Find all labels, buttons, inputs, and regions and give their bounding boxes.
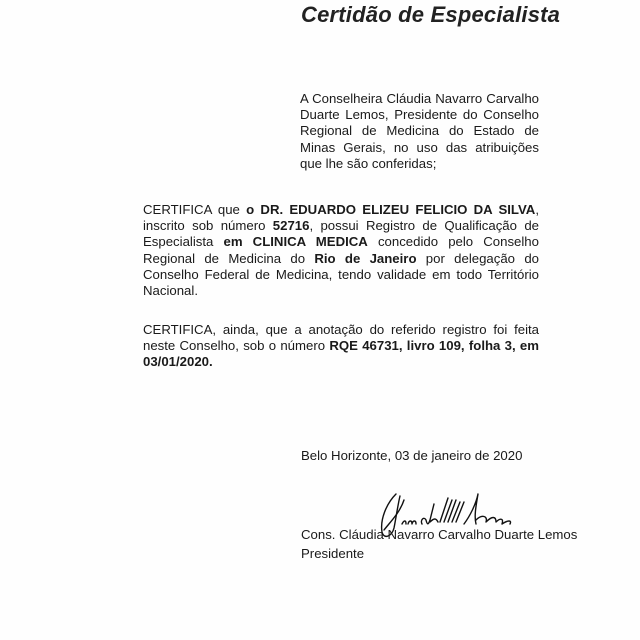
state: Rio de Janeiro [314, 250, 417, 266]
registration-number: 52716 [272, 218, 310, 234]
cert2-lead: CERTIFICA, ainda, que a anotação do referido registro foi feita neste Conselho, sob o número [143, 322, 539, 354]
rqe-details: RQE 46731, livro 109, folha 3, em 03/01/2020. [143, 338, 539, 370]
specialty: em CLINICA MEDICA [223, 234, 368, 250]
doctor-name: o DR. EDUARDO ELIZEU FELICIO DA SILVA [246, 202, 536, 217]
cert1-text-4: concedido pelo Conselho Regional de Medicina do [143, 234, 539, 266]
cert1-text-2: , inscrito sob número [143, 202, 540, 234]
signer-name: Cons. Cláudia Navarro Carvalho Duarte Lemos [301, 527, 578, 542]
cert1-text-3: , possui Registro de Qualificação de Especialista [143, 218, 539, 250]
cert1-lead: CERTIFICA que [143, 202, 247, 217]
certification-paragraph-1 [143, 202, 539, 299]
signer-role: Presidente [301, 546, 365, 561]
document-title: Certidão de Especialista [301, 2, 561, 27]
intro-paragraph: A Conselheira Cláudia Navarro Carvalho Duarte Lemos, Presidente do Conselho Regional de Medicina do Estado de Minas Gerais, no uso das atribuições que lhe são conferidas; [300, 91, 539, 171]
cert1-text-5: por delegação do Conselho Federal de Medicina, tendo validade em todo Território Nacional. [143, 250, 539, 299]
place-date: Belo Horizonte, 03 de janeiro de 2020 [301, 448, 523, 463]
certification-paragraph-2 [143, 322, 539, 371]
